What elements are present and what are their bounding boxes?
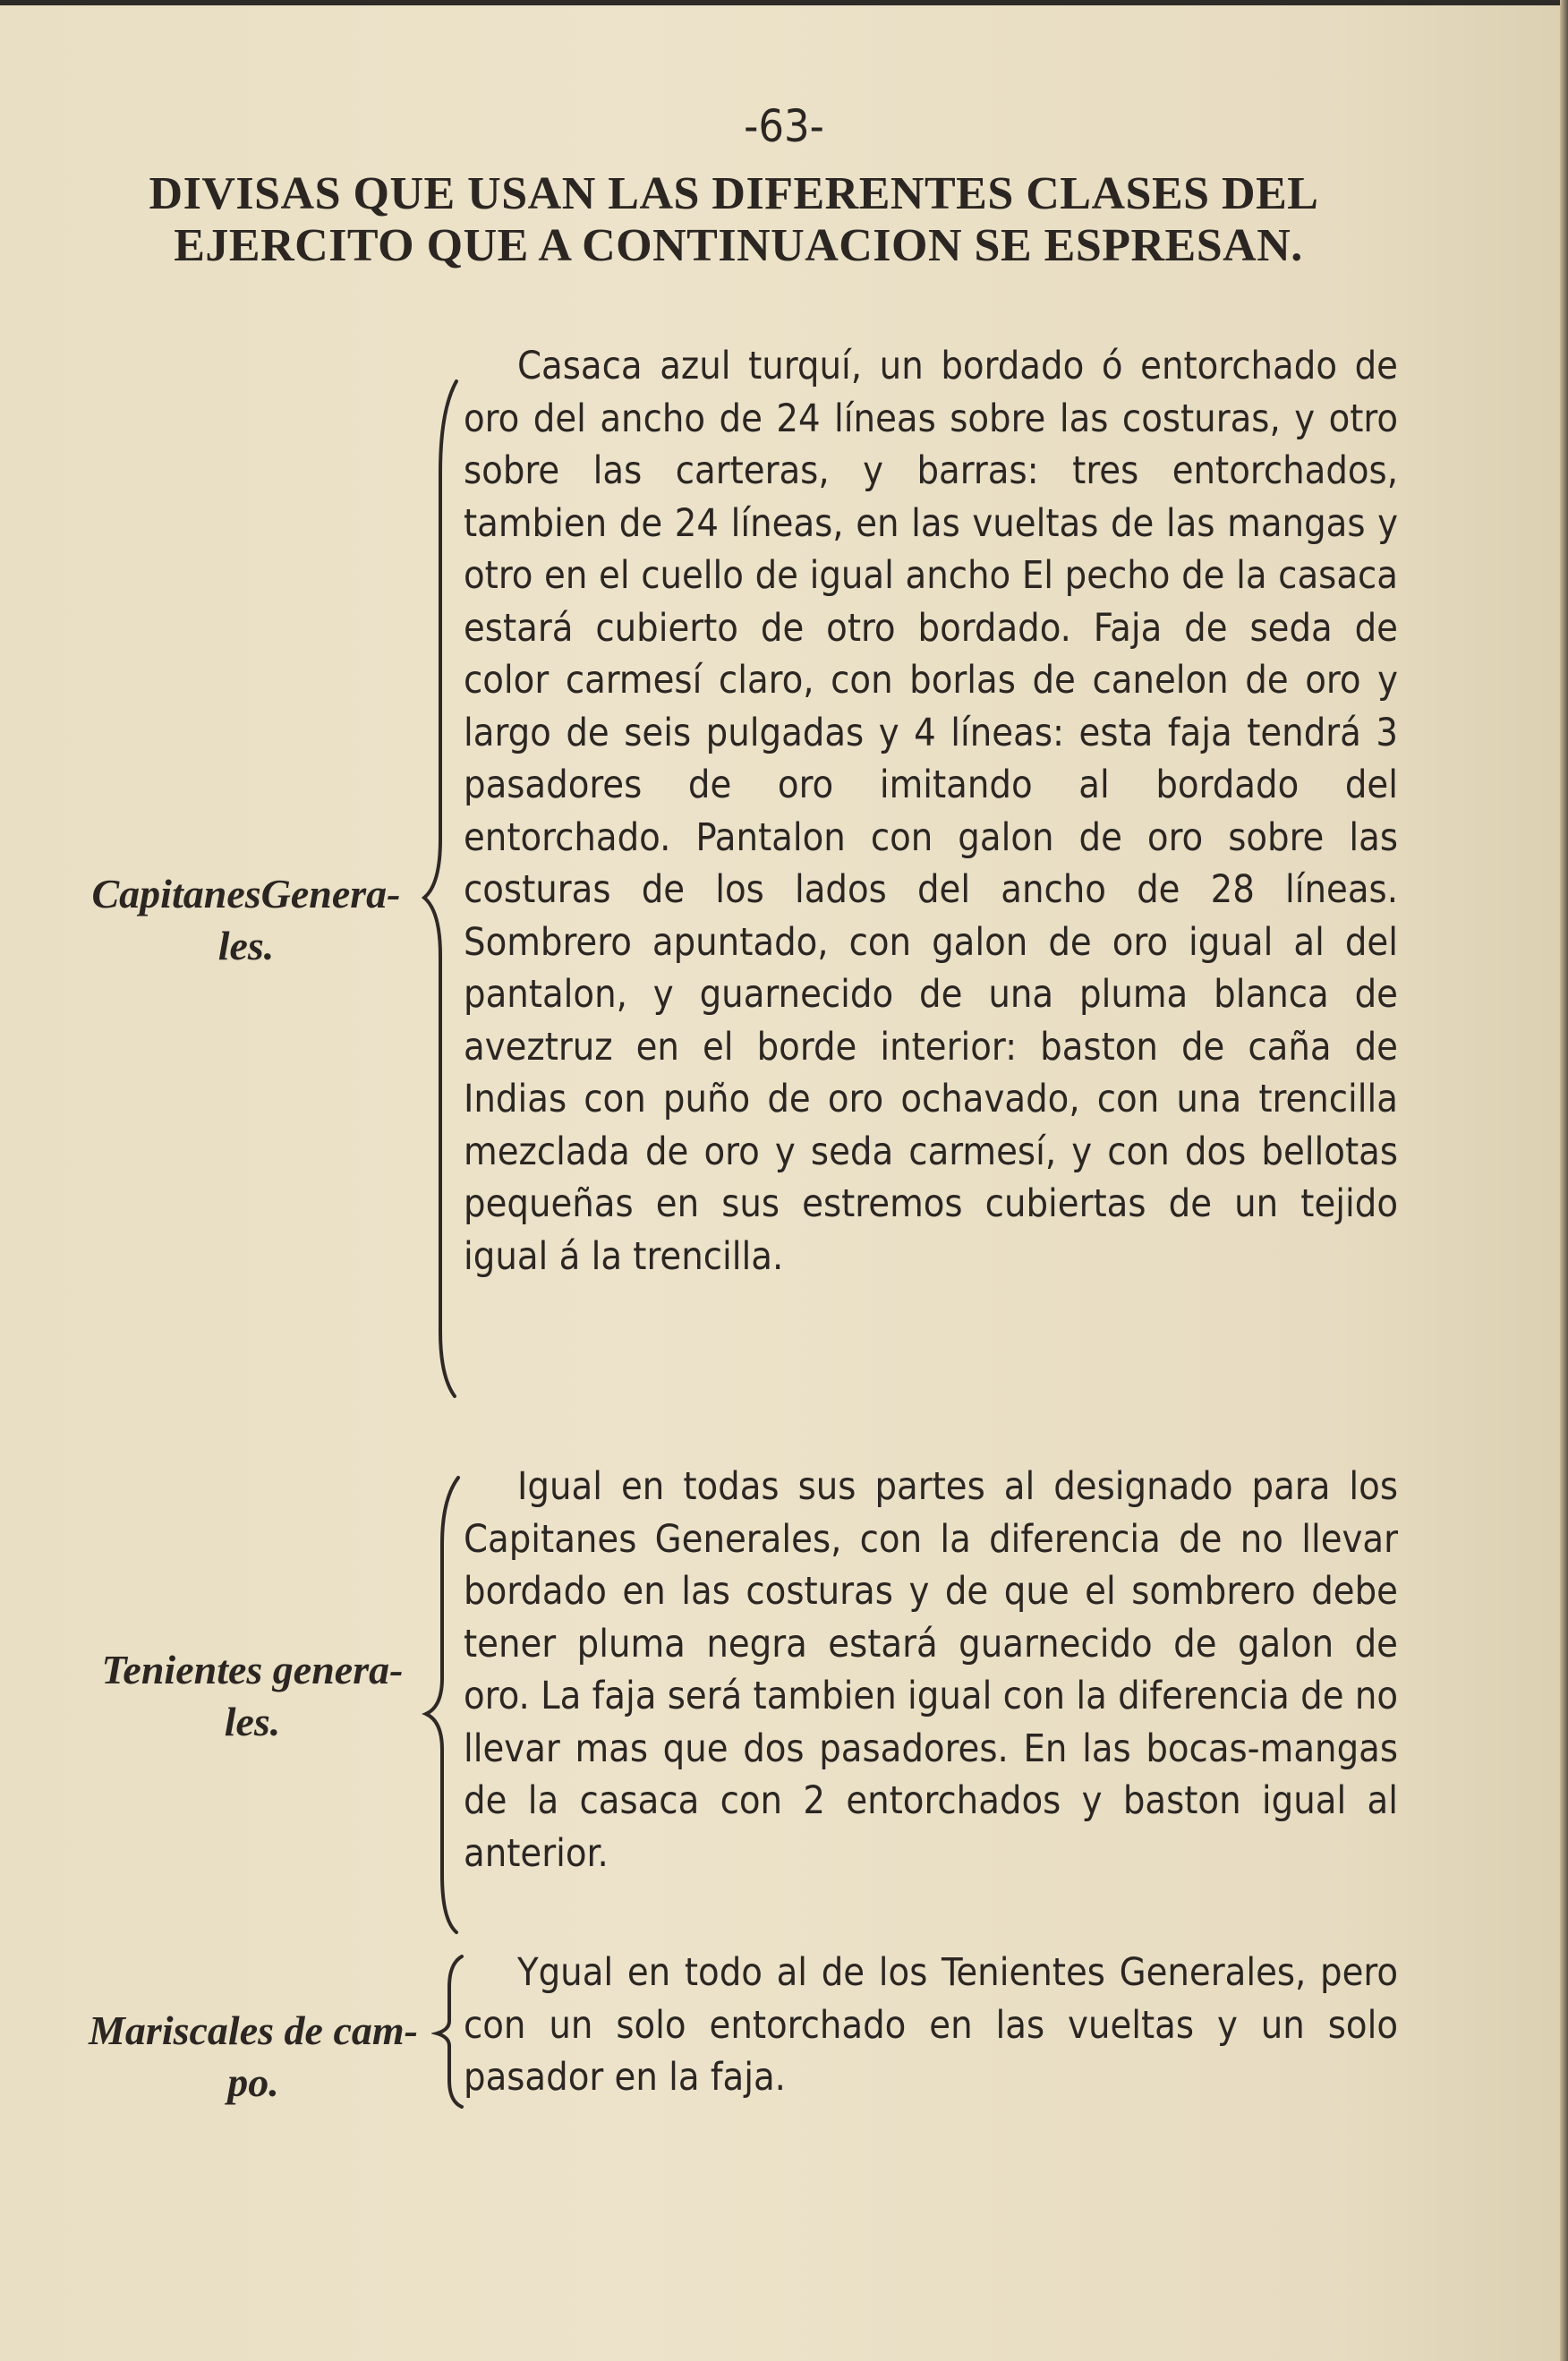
entry-label-line: les. — [224, 1699, 281, 1744]
entry-text-capitanes-generales — [464, 340, 1398, 1283]
page-top-edge — [0, 0, 1568, 5]
entry-paragraph: Casaca azul turquí, un bordado ó entorchado de oro del ancho de 24 líneas sobre las costuras, y otro sobre las carteras, y barras: tres entorchados, tambien de 24 líneas, en las vueltas de las mangas y otro en el cuello de igual ancho El pecho de la casaca estará cubierto de otro bordado. Faja de seda de color carmesí claro, con borlas de canelon de oro y largo de seis pulgadas y 4 líneas: esta faja tendrá 3 pasadores de oro imitando al bordado del entorchado. Pantalon con galon de oro sobre las costuras de los lados del ancho de 28 líneas. Sombrero apuntado, con galon de oro igual al del pantalon, y guarnecido de una pluma blanca de aveztruz en el borde interior: baston de caña de Indias con puño de oro ochavado, con una trencilla mezclada de oro y seda carmesí, y con dos bellotas pequeñas en sus estremos cubiertas de un tejido igual á la trencilla. — [464, 344, 1398, 1279]
page-number: -63- — [744, 100, 824, 152]
entry-paragraph: Igual en todas sus partes al designado para los Capitanes Generales, con la diferencia de no llevar bordado en las costuras y de que el sombrero debe tener pluma negra estará guarnecido de galon de oro. La faja será tambien igual con la diferencia de no llevar mas que dos pasadores. En las bocas-mangas de la casaca con 2 entorchados y baston igual al anterior. — [464, 1464, 1398, 1876]
entry-label-line: les. — [217, 923, 275, 968]
entry-label-line: CapitanesGenera- — [91, 871, 401, 916]
entry-label-tenientes-generales — [64, 1644, 440, 1748]
entry-text-mariscales-de-campo — [464, 1947, 1398, 2104]
page-right-edge — [1560, 0, 1568, 2361]
heading-line-2: EJERCITO QUE A CONTINUACION SE ESPRESAN. — [174, 220, 1303, 271]
page-heading — [54, 168, 1414, 272]
entry-text-tenientes-generales — [464, 1461, 1398, 1879]
entry-label-line: po. — [227, 2059, 279, 2105]
entry-label-mariscales-de-campo — [61, 2005, 446, 2109]
entry-label-line: Tenientes genera- — [101, 1647, 404, 1692]
heading-line-1: DIVISAS QUE USAN LAS DIFERENTES CLASES DEL — [149, 168, 1319, 219]
entry-label-capitanes-generales — [55, 868, 437, 972]
entry-paragraph: Ygual en todo al de los Tenientes Generales, pero con un solo entorchado en las vueltas y un solo pasador en la faja. — [464, 1950, 1398, 2100]
entry-label-line: Mariscales de cam- — [89, 2007, 418, 2053]
